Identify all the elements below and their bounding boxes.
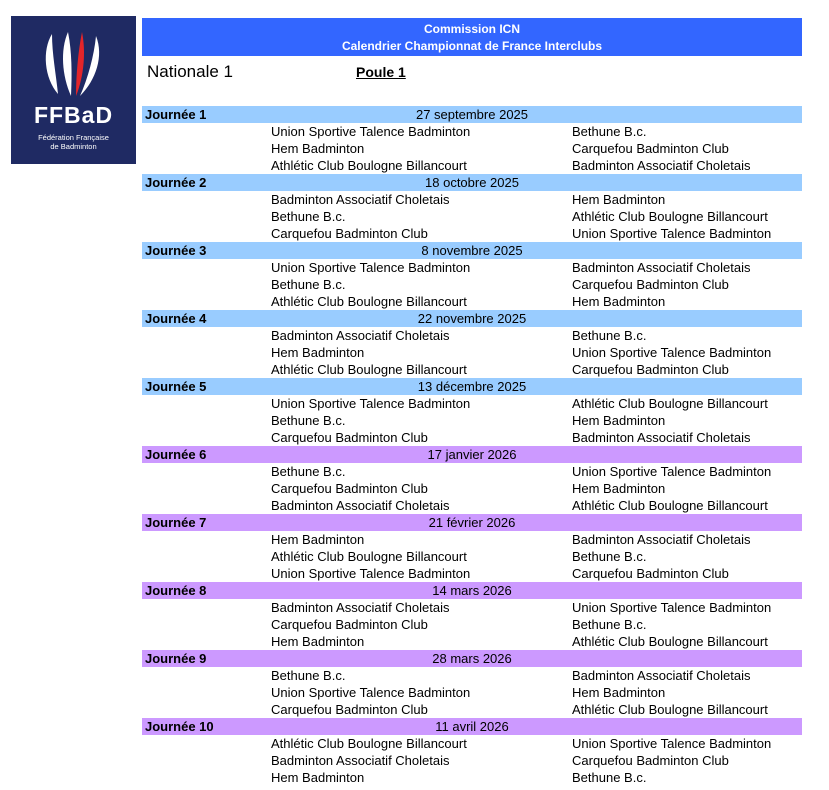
home-team: Athlétic Club Boulogne Billancourt	[271, 549, 467, 564]
round-date: 27 septembre 2025	[415, 107, 529, 122]
match-row	[142, 293, 802, 310]
round-date: 11 avril 2026	[435, 719, 509, 734]
home-team: Badminton Associatif Choletais	[271, 192, 450, 207]
shuttlecock-feathers-icon	[38, 30, 108, 100]
away-team: Union Sportive Talence Badminton	[572, 600, 772, 615]
round-label: Journée 6	[145, 447, 207, 462]
away-team: Carquefou Badminton Club	[572, 753, 729, 768]
round-block	[142, 310, 802, 378]
division-title: Nationale 1	[147, 62, 234, 81]
away-team: Athlétic Club Boulogne Billancourt	[572, 396, 768, 411]
round-header	[142, 242, 802, 259]
home-team: Carquefou Badminton Club	[271, 226, 428, 241]
away-team: Carquefou Badminton Club	[572, 141, 729, 156]
match-row	[142, 531, 802, 548]
match-row	[142, 480, 802, 497]
home-team: Carquefou Badminton Club	[271, 617, 428, 632]
away-team: Athlétic Club Boulogne Billancourt	[572, 634, 768, 649]
away-team: Athlétic Club Boulogne Billancourt	[572, 209, 768, 224]
away-team: Bethune B.c.	[572, 328, 647, 343]
home-team: Hem Badminton	[271, 141, 365, 156]
match-row	[142, 123, 802, 140]
match-row	[142, 208, 802, 225]
round-block	[142, 582, 802, 650]
home-team: Bethune B.c.	[271, 413, 346, 428]
match-row	[142, 361, 802, 378]
home-team: Athlétic Club Boulogne Billancourt	[271, 736, 467, 751]
round-date: 22 novembre 2025	[417, 311, 527, 326]
home-team: Bethune B.c.	[271, 209, 346, 224]
round-block	[142, 242, 802, 310]
round-label: Journée 2	[145, 175, 207, 190]
home-team: Hem Badminton	[271, 634, 365, 649]
match-row	[142, 412, 802, 429]
logo-subtitle	[11, 133, 136, 151]
round-label: Journée 9	[145, 651, 207, 666]
round-label: Journée 3	[145, 243, 207, 258]
document-header	[142, 18, 802, 56]
round-block	[142, 718, 802, 786]
away-team: Union Sportive Talence Badminton	[572, 226, 772, 241]
away-team: Bethune B.c.	[572, 770, 647, 785]
round-date: 8 novembre 2025	[421, 243, 523, 258]
away-team: Bethune B.c.	[572, 617, 647, 632]
away-team: Carquefou Badminton Club	[572, 277, 729, 292]
match-row	[142, 599, 802, 616]
away-team: Hem Badminton	[572, 192, 666, 207]
home-team: Badminton Associatif Choletais	[271, 600, 450, 615]
away-team: Hem Badminton	[572, 685, 666, 700]
away-team: Badminton Associatif Choletais	[572, 260, 751, 275]
home-team: Union Sportive Talence Badminton	[271, 685, 471, 700]
match-row	[142, 633, 802, 650]
round-label: Journée 4	[145, 311, 207, 326]
away-team: Bethune B.c.	[572, 124, 647, 139]
away-team: Union Sportive Talence Badminton	[572, 345, 772, 360]
away-team: Carquefou Badminton Club	[572, 362, 729, 377]
match-row	[142, 276, 802, 293]
round-label: Journée 7	[145, 515, 207, 530]
match-row	[142, 344, 802, 361]
match-row	[142, 191, 802, 208]
round-date: 28 mars 2026	[432, 651, 512, 666]
round-block	[142, 106, 802, 174]
match-row	[142, 327, 802, 344]
match-row	[142, 735, 802, 752]
round-date: 21 février 2026	[428, 515, 516, 530]
round-header	[142, 446, 802, 463]
home-team: Athlétic Club Boulogne Billancourt	[271, 362, 467, 377]
round-block	[142, 650, 802, 718]
schedule-table	[142, 106, 802, 786]
logo-subtitle-line2: de Badminton	[50, 142, 97, 151]
away-team: Bethune B.c.	[572, 549, 647, 564]
round-header	[142, 310, 802, 327]
match-row	[142, 497, 802, 514]
match-row	[142, 701, 802, 718]
home-team: Union Sportive Talence Badminton	[271, 396, 471, 411]
away-team: Badminton Associatif Choletais	[572, 532, 751, 547]
home-team: Union Sportive Talence Badminton	[271, 260, 471, 275]
away-team: Badminton Associatif Choletais	[572, 158, 751, 173]
match-row	[142, 684, 802, 701]
header-line2: Calendrier Championnat de France Interclubs	[341, 39, 603, 53]
home-team: Bethune B.c.	[271, 277, 346, 292]
match-row	[142, 157, 802, 174]
match-row	[142, 259, 802, 276]
home-team: Athlétic Club Boulogne Billancourt	[271, 158, 467, 173]
round-label: Journée 10	[145, 719, 214, 734]
home-team: Carquefou Badminton Club	[271, 702, 428, 717]
match-row	[142, 616, 802, 633]
home-team: Hem Badminton	[271, 345, 365, 360]
home-team: Athlétic Club Boulogne Billancourt	[271, 294, 467, 309]
home-team: Bethune B.c.	[271, 464, 346, 479]
round-header	[142, 582, 802, 599]
round-date: 13 décembre 2025	[417, 379, 527, 394]
away-team: Union Sportive Talence Badminton	[572, 464, 772, 479]
home-team: Hem Badminton	[271, 532, 365, 547]
match-row	[142, 395, 802, 412]
home-team: Badminton Associatif Choletais	[271, 498, 450, 513]
away-team: Hem Badminton	[572, 413, 666, 428]
round-header	[142, 106, 802, 123]
away-team: Athlétic Club Boulogne Billancourt	[572, 702, 768, 717]
away-team: Hem Badminton	[572, 481, 666, 496]
round-label: Journée 5	[145, 379, 207, 394]
away-team: Hem Badminton	[572, 294, 666, 309]
round-date: 17 janvier 2026	[427, 447, 517, 462]
header-line1: Commission ICN	[423, 22, 520, 36]
away-team: Carquefou Badminton Club	[572, 566, 729, 581]
poule-title: Poule 1	[356, 64, 406, 80]
home-team: Carquefou Badminton Club	[271, 430, 428, 445]
home-team: Hem Badminton	[271, 770, 365, 785]
home-team: Bethune B.c.	[271, 668, 346, 683]
home-team: Badminton Associatif Choletais	[271, 753, 450, 768]
away-team: Badminton Associatif Choletais	[572, 668, 751, 683]
match-row	[142, 429, 802, 446]
logo-name: FFBaD	[33, 102, 114, 128]
match-row	[142, 667, 802, 684]
match-row	[142, 565, 802, 582]
round-header	[142, 718, 802, 735]
match-row	[142, 225, 802, 242]
round-header	[142, 514, 802, 531]
away-team: Badminton Associatif Choletais	[572, 430, 751, 445]
home-team: Union Sportive Talence Badminton	[271, 566, 471, 581]
round-date: 18 octobre 2025	[425, 175, 519, 190]
round-header	[142, 650, 802, 667]
match-row	[142, 463, 802, 480]
round-date: 14 mars 2026	[432, 583, 512, 598]
round-label: Journée 8	[145, 583, 207, 598]
home-team: Carquefou Badminton Club	[271, 481, 428, 496]
round-header	[142, 174, 802, 191]
round-block	[142, 378, 802, 446]
home-team: Badminton Associatif Choletais	[271, 328, 450, 343]
round-block	[142, 514, 802, 582]
away-team: Athlétic Club Boulogne Billancourt	[572, 498, 768, 513]
ffbad-logo	[11, 16, 136, 164]
round-label: Journée 1	[145, 107, 207, 122]
away-team: Union Sportive Talence Badminton	[572, 736, 772, 751]
match-row	[142, 548, 802, 565]
home-team: Union Sportive Talence Badminton	[271, 124, 471, 139]
match-row	[142, 140, 802, 157]
round-header	[142, 378, 802, 395]
round-block	[142, 446, 802, 514]
match-row	[142, 769, 802, 786]
match-row	[142, 752, 802, 769]
logo-subtitle-line1: Fédération Française	[38, 133, 109, 142]
round-block	[142, 174, 802, 242]
